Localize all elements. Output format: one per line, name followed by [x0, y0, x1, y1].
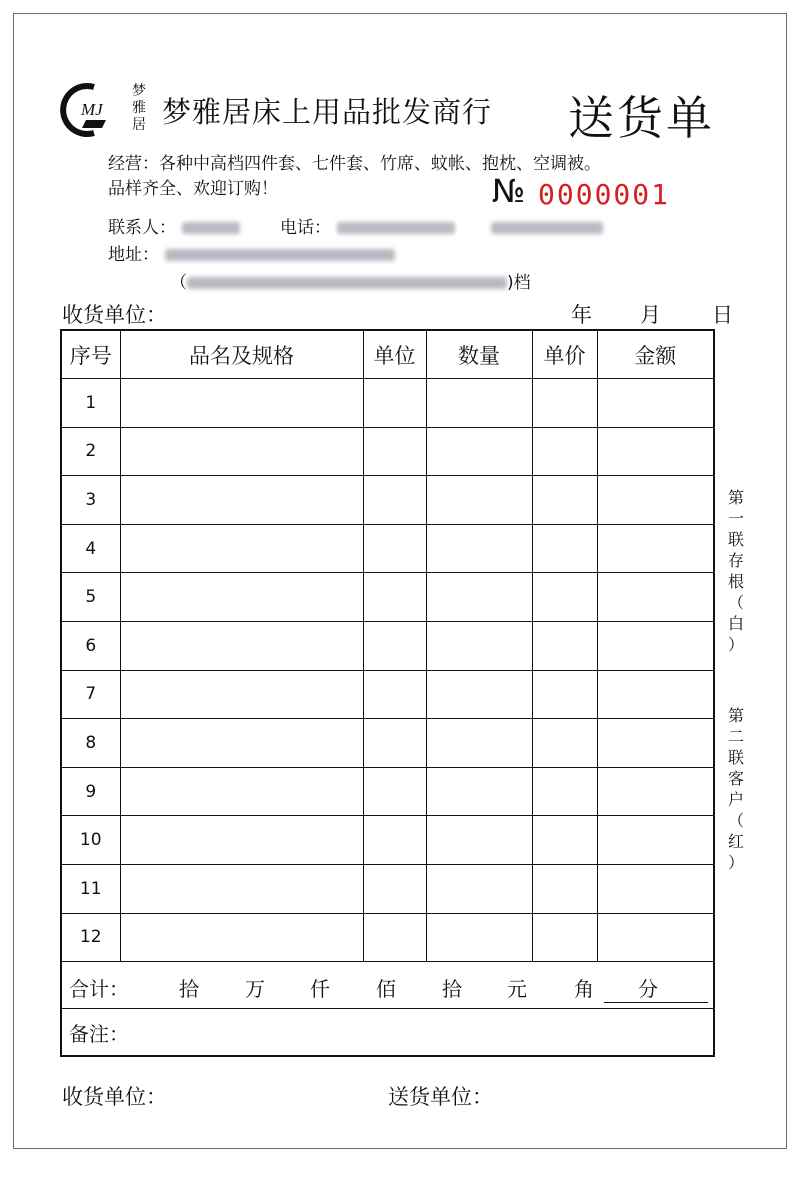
cell-item[interactable] [120, 719, 363, 768]
col-header-quantity: 数量 [426, 330, 532, 379]
cell-item[interactable] [120, 864, 363, 913]
phone-line [280, 213, 603, 238]
delivery-table [60, 329, 715, 1057]
cell-unit[interactable] [363, 864, 426, 913]
table-row [61, 379, 714, 428]
memo-cell[interactable] [61, 1009, 714, 1057]
table-row [61, 427, 714, 476]
contact-label: 联系人： [108, 218, 176, 238]
table-row [61, 573, 714, 622]
row-number: 8 [61, 719, 120, 768]
table-row [61, 719, 714, 768]
address-label: 地址： [108, 245, 159, 265]
business-scope: 经营：各种中高档四件套、七件套、竹席、蚊帐、抱枕、空调被。 [108, 154, 601, 174]
shop-line: （ )档 [170, 273, 531, 293]
cell-amount[interactable] [597, 864, 714, 913]
contact-line [108, 213, 240, 238]
document-title: 送货单 [568, 91, 715, 145]
table-row [61, 476, 714, 525]
cell-item[interactable] [120, 524, 363, 573]
cell-quantity[interactable] [426, 573, 532, 622]
cell-price[interactable] [532, 573, 597, 622]
unit-jiao: 角 [574, 977, 594, 1002]
col-header-amount: 金额 [597, 330, 714, 379]
cell-amount[interactable] [597, 719, 714, 768]
cell-item[interactable] [120, 621, 363, 670]
cell-price[interactable] [532, 476, 597, 525]
shop-suffix: )档 [507, 273, 531, 293]
cell-amount[interactable] [597, 621, 714, 670]
phone-redacted [337, 222, 455, 234]
logo-side-text: 梦 雅 居 [132, 83, 146, 133]
cell-item[interactable] [120, 476, 363, 525]
cell-amount[interactable] [597, 573, 714, 622]
cell-amount[interactable] [597, 816, 714, 865]
cell-quantity[interactable] [426, 427, 532, 476]
table-row [61, 816, 714, 865]
fen-underline [604, 1002, 708, 1003]
row-number: 12 [61, 913, 120, 962]
cell-quantity[interactable] [426, 816, 532, 865]
slogan: 品样齐全、欢迎订购！ [108, 179, 278, 199]
unit-shi: 拾 [442, 977, 462, 1002]
unit-yuan: 元 [507, 977, 527, 1002]
date-year: 年 [571, 303, 592, 327]
copy1-label: 第 一 联 存 根 （ 白 ） [727, 488, 744, 654]
cell-amount[interactable] [597, 476, 714, 525]
table-row [61, 670, 714, 719]
cell-amount[interactable] [597, 524, 714, 573]
cell-price[interactable] [532, 913, 597, 962]
cell-quantity[interactable] [426, 913, 532, 962]
table-row [61, 621, 714, 670]
col-header-item: 品名及规格 [120, 330, 363, 379]
row-number: 1 [61, 379, 120, 428]
date-month: 月 [640, 303, 661, 327]
row-number: 3 [61, 476, 120, 525]
cell-unit[interactable] [363, 379, 426, 428]
cell-price[interactable] [532, 621, 597, 670]
cell-price[interactable] [532, 427, 597, 476]
cell-item[interactable] [120, 670, 363, 719]
cell-price[interactable] [532, 670, 597, 719]
cell-price[interactable] [532, 524, 597, 573]
cell-amount[interactable] [597, 379, 714, 428]
table-row [61, 913, 714, 962]
cell-unit[interactable] [363, 670, 426, 719]
col-header-price: 单价 [532, 330, 597, 379]
footer-receiver-label: 收货单位： [62, 1085, 167, 1109]
number-sign: № [492, 172, 526, 210]
cell-quantity[interactable] [426, 621, 532, 670]
unit-shi-wan: 拾 [179, 977, 199, 1002]
company-logo [58, 82, 126, 138]
table-row [61, 524, 714, 573]
footer-sender-label: 送货单位： [388, 1085, 493, 1109]
table-header-row [61, 330, 714, 379]
svg-text:MJ: MJ [81, 100, 103, 119]
cell-quantity[interactable] [426, 524, 532, 573]
cell-price[interactable] [532, 864, 597, 913]
unit-wan: 万 [245, 977, 265, 1002]
col-header-index: 序号 [61, 330, 120, 379]
row-number: 5 [61, 573, 120, 622]
row-number: 2 [61, 427, 120, 476]
cell-unit[interactable] [363, 476, 426, 525]
company-name: 梦雅居床上用品批发商行 [162, 95, 493, 129]
cell-unit[interactable] [363, 621, 426, 670]
cell-unit[interactable] [363, 427, 426, 476]
cell-quantity[interactable] [426, 767, 532, 816]
cell-item[interactable] [120, 427, 363, 476]
row-number: 7 [61, 670, 120, 719]
cell-unit[interactable] [363, 767, 426, 816]
cell-unit[interactable] [363, 913, 426, 962]
cell-price[interactable] [532, 379, 597, 428]
receiver-label-top: 收货单位： [62, 303, 167, 327]
unit-qian: 仟 [310, 977, 330, 1002]
cell-item[interactable] [120, 379, 363, 428]
cell-amount[interactable] [597, 913, 714, 962]
cell-unit[interactable] [363, 573, 426, 622]
cell-item[interactable] [120, 767, 363, 816]
address-redacted [165, 249, 395, 261]
cell-price[interactable] [532, 816, 597, 865]
shop-redacted [187, 277, 507, 289]
table-row [61, 864, 714, 913]
cell-amount[interactable] [597, 767, 714, 816]
cell-price[interactable] [532, 719, 597, 768]
row-number: 9 [61, 767, 120, 816]
copy2-label: 第 二 联 客 户 （ 红 ） [727, 706, 744, 872]
serial-number: 0000001 [538, 178, 671, 211]
cell-item[interactable] [120, 573, 363, 622]
cell-price[interactable] [532, 767, 597, 816]
phone-label: 电话： [280, 218, 331, 238]
total-label: 合计： [69, 977, 129, 1002]
cell-unit[interactable] [363, 816, 426, 865]
contact-redacted [182, 222, 240, 234]
row-number: 4 [61, 524, 120, 573]
cell-amount[interactable] [597, 427, 714, 476]
table-row [61, 767, 714, 816]
cell-quantity[interactable] [426, 379, 532, 428]
cell-unit[interactable] [363, 524, 426, 573]
cell-quantity[interactable] [426, 864, 532, 913]
memo-row [61, 1009, 714, 1057]
cell-quantity[interactable] [426, 719, 532, 768]
phone2-redacted [491, 222, 603, 234]
cell-quantity[interactable] [426, 476, 532, 525]
row-number: 10 [61, 816, 120, 865]
row-number: 6 [61, 621, 120, 670]
cell-item[interactable] [120, 913, 363, 962]
row-number: 11 [61, 864, 120, 913]
cell-item[interactable] [120, 816, 363, 865]
cell-quantity[interactable] [426, 670, 532, 719]
date-day: 日 [712, 303, 733, 327]
address-line [108, 240, 395, 265]
col-header-unit: 单位 [363, 330, 426, 379]
unit-fen: 分 [638, 977, 658, 1002]
cell-amount[interactable] [597, 670, 714, 719]
cell-unit[interactable] [363, 719, 426, 768]
unit-bai: 佰 [376, 977, 396, 1002]
memo-label: 备注： [69, 1021, 129, 1046]
